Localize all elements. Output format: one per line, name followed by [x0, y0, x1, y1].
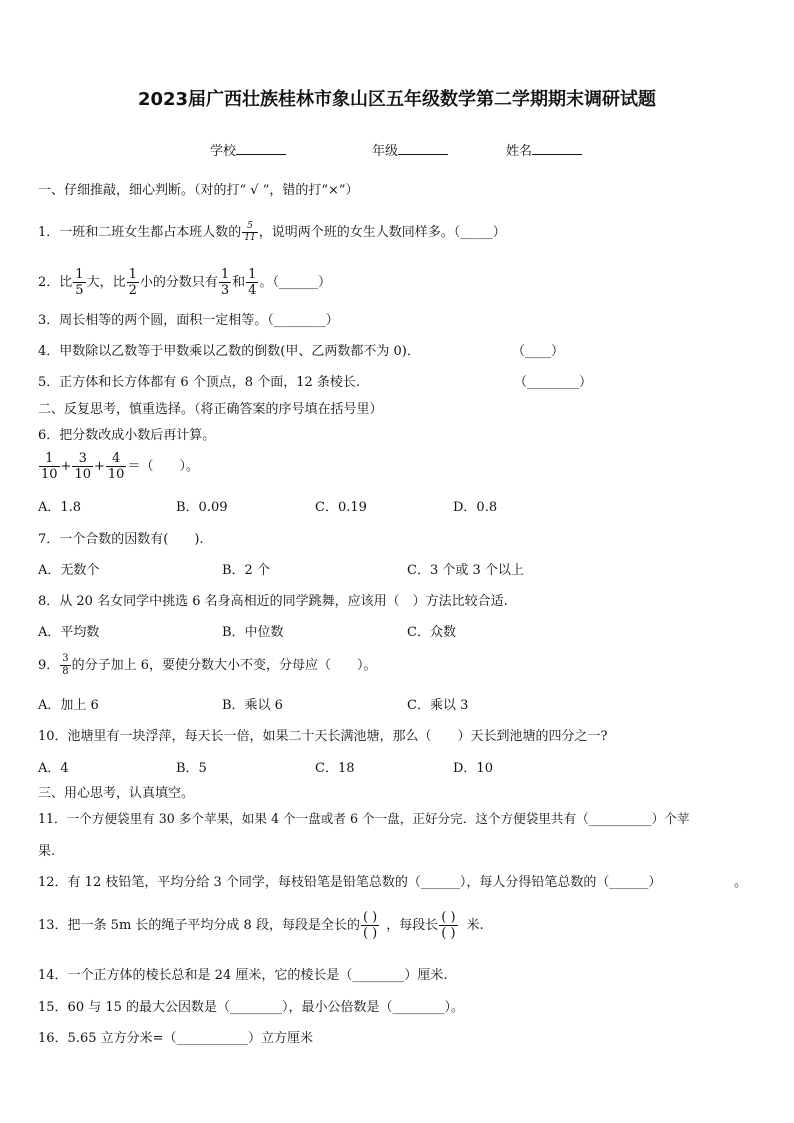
question-13 [38, 911, 484, 940]
q2-f2-num: 1 [128, 267, 137, 282]
q6-plus-2: + [94, 459, 105, 474]
q9-option-b[interactable]: B．乘以 6 [222, 698, 283, 713]
question-11-line1: 11．一个方便袋里有 30 多个苹果，如果 4 个一盘或者 6 个一盘，正好分完．这个方便袋里共有（__________）个苹 [38, 811, 690, 826]
q6-f1-num: 1 [39, 452, 60, 467]
question-10: 10．池塘里有一块浮萍，每天长一倍，如果二十天长满池塘，那么（ ）天长到池塘的四分之一? [38, 729, 608, 744]
question-3: 3．周长相等的两个圆，面积一定相等。（________） [38, 313, 339, 328]
question-9 [38, 654, 377, 677]
section-3-heading: 三、用心思考，认真填空。 [38, 786, 195, 801]
q1-text: 1．一班和二班女生都占本班人数的 [38, 225, 242, 240]
q13-text-a: 13．把一条 5m 长的绳子平均分成 8 段，每段是全长的 [38, 918, 360, 933]
q13-text-c: 米. [466, 918, 484, 933]
question-15: 15．60 与 15 的最大公因数是（________），最小公倍数是（________）。 [38, 1000, 465, 1015]
school-label: 学校 [210, 144, 237, 159]
student-info-row [210, 142, 286, 158]
q8-option-a[interactable]: A．平均数 [38, 625, 100, 640]
grade-field[interactable] [398, 142, 448, 155]
question-16: 16．5.65 立方分米=（___________）立方厘米 [38, 1031, 314, 1046]
q10-option-d[interactable]: D．10 [453, 761, 493, 776]
q9-text: 的分子加上 6，要使分数大小不变，分母应（ ）。 [71, 658, 377, 673]
q13-blank-2-num: ( ) [441, 910, 456, 925]
q7-option-c[interactable]: C．3 个或 3 个以上 [407, 563, 524, 578]
q1-fraction-denominator: 11 [244, 233, 256, 243]
q9-option-c[interactable]: C．乘以 3 [407, 698, 469, 713]
q2-f1-den: 5 [75, 283, 84, 298]
name-label: 姓名 [506, 144, 533, 159]
q6-option-a[interactable]: A．1.8 [38, 500, 82, 515]
q6-option-d[interactable]: D．0.8 [453, 500, 498, 515]
q6-fraction-3 [106, 452, 127, 481]
q2-f3-den: 3 [220, 283, 230, 298]
question-11-line2: 果. [38, 844, 56, 859]
q2-text-e: 。（______） [259, 275, 331, 290]
q6-plus-1: + [60, 459, 72, 474]
question-5: 5．正方体和长方体都有 6 个顶点，8 个面，12 条棱长. [38, 375, 361, 390]
question-12: 12．有 12 枝铅笔，平均分给 3 个同学，每枝铅笔是铅笔总数的（______），每人分得铅笔总数的（______） [38, 875, 662, 890]
q6-option-b[interactable]: B．0.09 [176, 500, 228, 515]
question-5-blank: （________） [514, 375, 593, 390]
q13-fraction-blank-1[interactable] [361, 911, 379, 940]
grade-label: 年级 [372, 144, 399, 159]
q9-fraction-numerator: 3 [62, 653, 69, 664]
q2-text-d: 和 [232, 275, 246, 290]
q2-f1-num: 1 [75, 267, 84, 282]
q7-option-b[interactable]: B．2 个 [222, 563, 270, 578]
q9-fraction-denominator: 8 [62, 666, 69, 677]
question-1 [38, 222, 506, 243]
q2-text-a: 2．比 [38, 275, 73, 290]
q1-fraction-numerator: 5 [242, 222, 257, 233]
question-8: 8．从 20 名女同学中挑选 6 名身高相近的同学跳舞，应该用（ ）方法比较合适. [38, 594, 508, 609]
question-12-end: 。 [734, 875, 748, 890]
q6-f3-num: 4 [106, 452, 127, 467]
name-field[interactable] [532, 142, 582, 155]
question-2 [38, 268, 331, 297]
q6-f3-den: 10 [107, 467, 125, 482]
question-14: 14．一个正方体的棱长总和是 24 厘米，它的棱长是（________）厘米. [38, 968, 448, 983]
q6-fraction-2 [72, 452, 93, 481]
grade-info [372, 142, 448, 158]
q2-f3-num: 1 [220, 267, 230, 282]
q6-option-c[interactable]: C．0.19 [315, 500, 367, 515]
name-info [506, 142, 582, 158]
question-4-blank: （____） [512, 344, 565, 359]
question-6-expression [38, 452, 199, 481]
q2-fraction-1 [73, 268, 85, 297]
q10-option-a[interactable]: A．4 [38, 761, 69, 776]
q10-option-b[interactable]: B．5 [176, 761, 207, 776]
q2-fraction-2 [127, 268, 139, 297]
q6-f2-num: 3 [72, 452, 93, 467]
q1-fraction [242, 222, 257, 243]
q2-fraction-4 [246, 268, 258, 297]
section-2-heading: 二、反复思考，慎重选择。（将正确答案的序号填在括号里） [38, 402, 383, 417]
q1-text-end: ，说明两个班的女生人数同样多。（_____） [258, 225, 506, 240]
q8-option-c[interactable]: C．众数 [407, 625, 456, 640]
q2-f4-num: 1 [248, 267, 257, 282]
question-4: 4．甲数除以乙数等于甲数乘以乙数的倒数(甲、乙两数都不为 0)． [38, 344, 420, 359]
school-field[interactable] [236, 142, 286, 155]
q13-blank-1-den: ( ) [362, 926, 378, 941]
q2-fraction-3 [219, 268, 231, 297]
q6-f2-den: 10 [74, 467, 91, 482]
q9-fraction [60, 654, 70, 677]
question-7: 7．一个合数的因数有( ). [38, 532, 204, 547]
q2-f4-den: 4 [248, 283, 257, 298]
q13-text-b: ，每段长 [386, 918, 439, 933]
page-title: 2023届广西壮族桂林市象山区五年级数学第二学期期末调研试题 [137, 89, 657, 110]
section-1-heading: 一、仔细推敲，细心判断。（对的打“ √ ”，错的打“×”） [38, 183, 359, 198]
q10-option-c[interactable]: C．18 [315, 761, 355, 776]
q2-text-b: 大，比 [86, 275, 126, 290]
q6-fraction-1 [39, 452, 60, 481]
q13-blank-2-den: ( ) [441, 926, 456, 941]
q6-f1-den: 10 [41, 467, 58, 482]
q8-option-b[interactable]: B．中位数 [222, 625, 284, 640]
q9-number: 9． [38, 658, 60, 673]
question-6-stem: 6．把分数改成小数后再计算。 [38, 428, 216, 443]
q7-option-a[interactable]: A．无数个 [38, 563, 100, 578]
q9-option-a[interactable]: A．加上 6 [38, 698, 99, 713]
q2-text-c: 小的分数只有 [139, 275, 218, 290]
q13-fraction-blank-2[interactable] [439, 911, 457, 940]
q6-equals: ＝（ ）。 [127, 459, 199, 474]
q13-blank-1-num: ( ) [362, 910, 378, 925]
q2-f2-den: 2 [128, 283, 137, 298]
